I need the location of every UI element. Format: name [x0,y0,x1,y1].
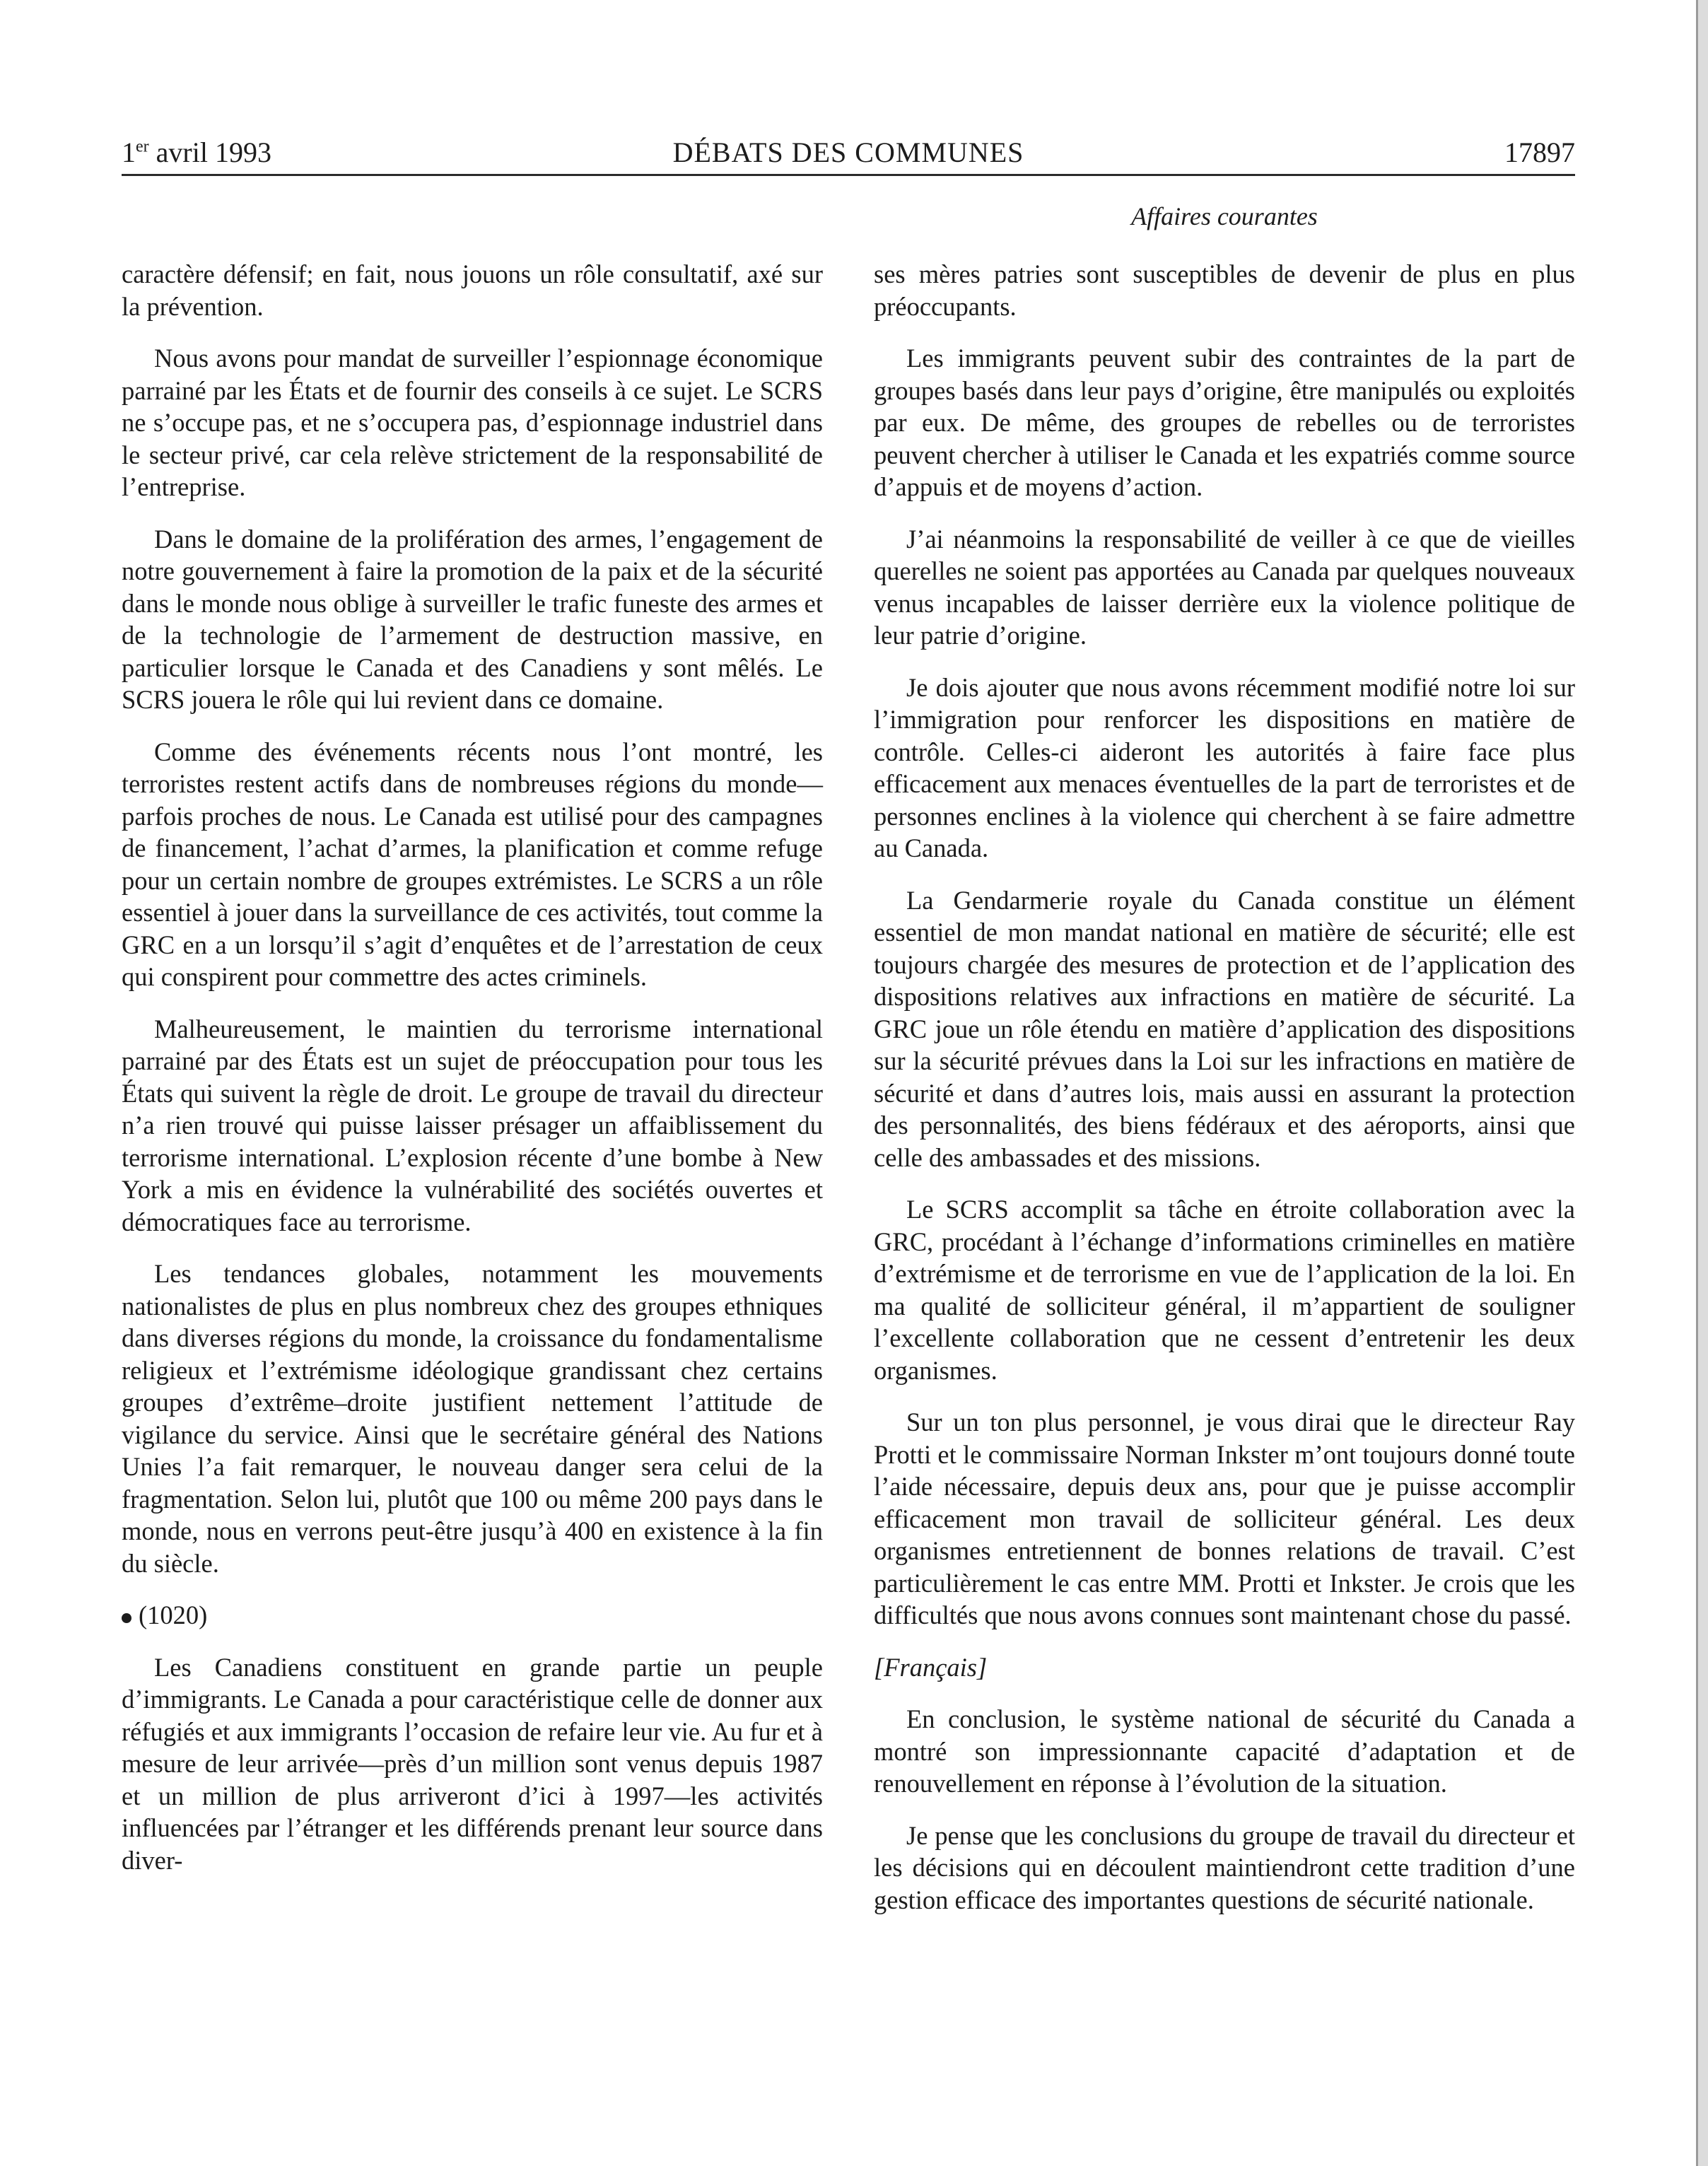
paragraph: Nous avons pour mandat de surveiller l’espionnage économique parrainé par les États et de fournir des conseils à ce sujet. Le SCRS ne s’occupe pas, et ne s’occupera pas, d’espionnage industriel dans le secteur privé, car cela relève strictement de la responsabilité de l’entreprise. [122,344,823,501]
header-date-ordinal: er [136,137,149,156]
paragraph: Les tendances globales, notamment les mouvements nationalistes de plus en plus nombreux chez des groupes ethniques dans diverses régions du monde, la croissance du fondamentalisme religieux et l’extrémisme idéologique grandissant chez certains groupes d’extrême–droite justifient nettement l’attitude de vigilance du service. Ainsi que le secrétaire général des Nations Unies l’a fait remarquer, le nouveau danger sera celui de la fragmentation. Selon lui, plutôt que 100 ou même 200 pays dans le monde, nous en verrons peut-être jusqu’à 400 en existence à la fin du siècle. [122,1259,823,1578]
time-marker-label: (1020) [139,1600,208,1629]
paragraph: Comme des événements récents nous l’ont montré, les terroristes restent actifs dans de nombreuses régions du monde—parfois proches de nous. Le Canada est utilisé pour des campagnes de financement, l’achat d’armes, la planification et comme refuge pour un certain nombre de groupes extrémistes. Le SCRS a un rôle essentiel à jouer dans la surveillance de ces activités, tout comme la GRC en a un lorsqu’il s’agit d’enquêtes et de l’arrestation de ceux qui conspirent pour commettre des actes criminels. [122,737,823,991]
paragraph: La Gendarmerie royale du Canada constitue un élément essentiel de mon mandat national en matière de sécurité; elle est toujours chargée des mesures de protection et de l’application des dispositions relatives aux infractions en matière de sécurité. La GRC joue un rôle étendu en matière d’application des dispositions sur la sécurité prévues dans la Loi sur les infractions en matière de sécurité et dans d’autres lois, mais aussi en assurant la protection des personnalités, des biens fédéraux et des aéroports, ainsi que celle des ambassades et des missions. [874,885,1575,1172]
paragraph: Le SCRS accomplit sa tâche en étroite collaboration avec la GRC, procédant à l’échange d’informations criminelles en matière d’extrémisme et de terrorisme en vue de l’application de la loi. En ma qualité de solliciteur général, il m’appartient de souligner l’excellente collaboration que ne cessent d’entretenir les deux organismes. [874,1195,1575,1385]
running-header [122,134,1575,176]
paragraph: Les Canadiens constituent en grande partie un peuple d’immigrants. Le Canada a pour caractéristique celle de donner aux réfugiés et aux immigrants l’occasion de refaire leur vie. Au fur et à mesure de leur arrivée—près d’un million sont venus depuis 1987 et un million de plus arriveront d’ici à 1997—les activités influencées par l’étranger et les différends prenant leur source dans diver- [122,1652,823,1875]
header-date-rest: avril 1993 [148,136,271,168]
paragraph: Malheureusement, le maintien du terrorisme international parrainé par des États est un sujet de préoccupation pour tous les États qui suivent la règle de droit. Le groupe de travail du directeur n’a rien trouvé qui puisse laisser présager un affaiblissement du terrorisme international. L’explosion récente d’une bombe à New York a mis en évidence la vulnérabilité des sociétés ouvertes et démocratiques face au terrorisme. [122,1014,823,1236]
paragraph: Sur un ton plus personnel, je vous dirai que le directeur Ray Protti et le commissaire Norman Inkster m’ont toujours donné toute l’aide nécessaire, depuis deux ans, pour que je puisse accomplir efficacement mon travail de solliciteur général. Les deux organismes entretiennent de bonnes relations de travail. C’est particulièrement le cas entre MM. Protti et Inkster. Je crois que les difficultés que nous avons connues sont maintenant chose du passé. [874,1407,1575,1629]
publication-title: DÉBATS DES COMMUNES [672,136,1024,168]
paragraph: caractère défensif; en fait, nous jouons un rôle consultatif, axé sur la prévention. [122,259,823,321]
paragraph: ses mères patries sont susceptibles de devenir de plus en plus préoccupants. [874,259,1575,321]
language-marker: [Français] [874,1652,988,1682]
bullet-icon [122,1613,131,1623]
section-title: Affaires courantes [1131,202,1318,230]
time-marker [122,1599,823,1632]
paragraph: Les immigrants peuvent subir des contraintes de la part de groupes basés dans leur pays d’origine, être manipulés ou exploités par eux. De même, des groupes de rebelles ou de terroristes peuvent chercher à utiliser le Canada et les expatriés comme source d’appuis et de moyens d’action. [874,344,1575,501]
paragraph: Je pense que les conclusions du groupe de travail du directeur et les décisions qui en découlent maintiendront cette tradition d’une gestion efficace des importantes questions de sécurité nationale. [874,1820,1575,1914]
paragraph: Dans le domaine de la prolifération des armes, l’engagement de notre gouvernement à faire la promotion de la paix et de la sécurité dans le monde nous oblige à surveiller le trafic funeste des armes et de la technologie de l’armement de destruction massive, en particulier lorsque le Canada et des Canadiens y sont mêlés. Le SCRS jouera le rôle qui lui revient dans ce domaine. [122,524,823,714]
page-edge [1696,0,1708,2166]
paragraph: Je dois ajouter que nous avons récemment modifié notre loi sur l’immigration pour renforcer les dispositions en matière de contrôle. Celles-ci aideront les autorités à faire face plus efficacement aux menaces éventuelles de la part de terroristes et de personnes enclines à la violence qui cherchent à se faire admettre au Canada. [874,672,1575,862]
right-column [874,258,1575,1936]
header-date-day: 1 [122,136,136,168]
left-column [122,258,823,1896]
page-number: 17897 [1504,136,1575,168]
paragraph: J’ai néanmoins la responsabilité de veiller à ce que de vieilles querelles ne soient pas apportées au Canada par quelques nouveaux venus incapables de laisser derrière eux la violence politique de leur patrie d’origine. [874,524,1575,650]
paragraph: En conclusion, le système national de sécurité du Canada a montré son impressionnante capacité d’adaptation et de renouvellement en réponse à l’évolution de la situation. [874,1704,1575,1798]
